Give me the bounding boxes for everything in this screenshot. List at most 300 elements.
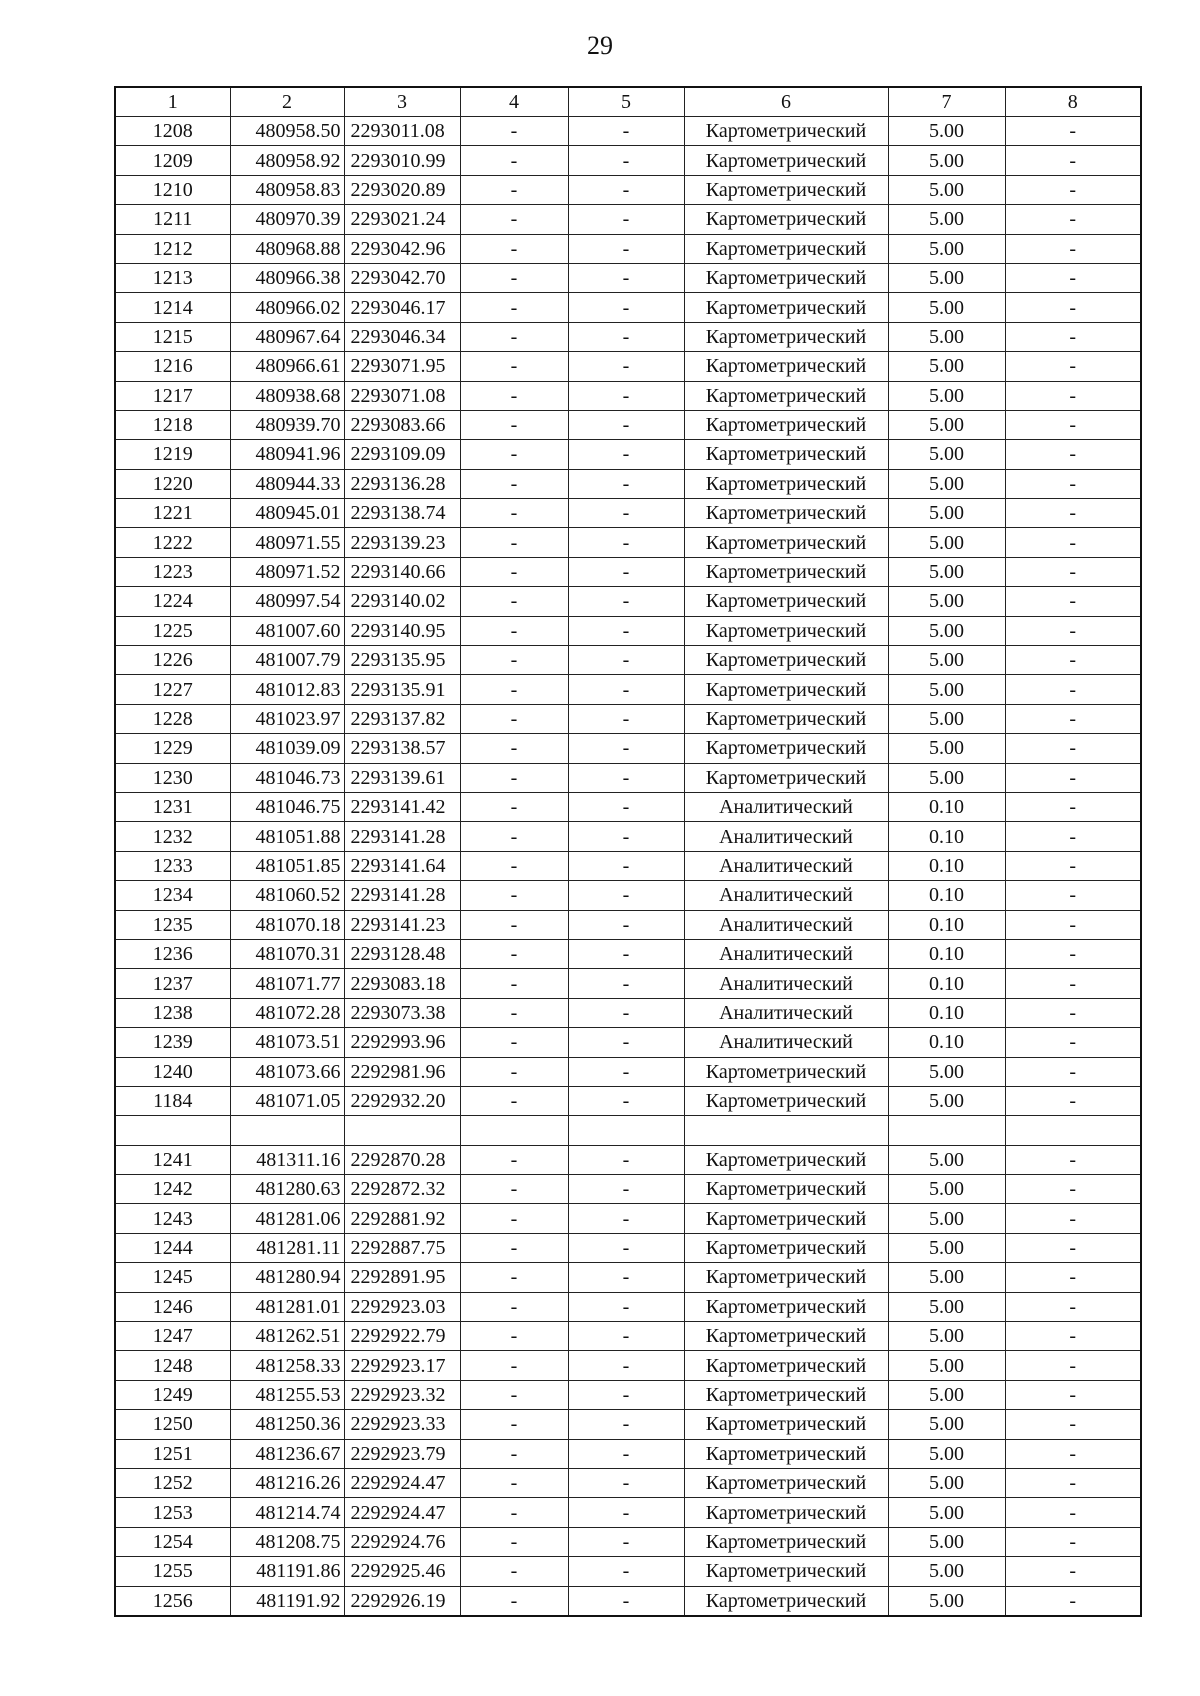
- column-8-cell: -: [1005, 969, 1141, 998]
- method-cell: Картометрический: [684, 469, 888, 498]
- x-coordinate-cell: 481250.36: [230, 1410, 344, 1439]
- column-4-cell: -: [460, 646, 568, 675]
- column-8-cell: -: [1005, 322, 1141, 351]
- point-number-cell: 1229: [115, 734, 230, 763]
- x-coordinate-cell: 481060.52: [230, 881, 344, 910]
- table-row: [115, 910, 1141, 939]
- y-coordinate-cell: [344, 1116, 460, 1145]
- column-5-cell: -: [568, 1557, 684, 1586]
- column-5-cell: -: [568, 557, 684, 586]
- point-number-cell: 1230: [115, 763, 230, 792]
- y-coordinate-cell: 2292926.19: [344, 1586, 460, 1616]
- x-coordinate-cell: 481281.06: [230, 1204, 344, 1233]
- x-coordinate-cell: 481046.73: [230, 763, 344, 792]
- table-row: [115, 1175, 1141, 1204]
- x-coordinate-cell: 480970.39: [230, 205, 344, 234]
- y-coordinate-cell: 2292923.03: [344, 1292, 460, 1321]
- column-4-cell: -: [460, 381, 568, 410]
- column-4-cell: -: [460, 1468, 568, 1497]
- accuracy-cell: 0.10: [888, 1028, 1005, 1057]
- table-row: [115, 1439, 1141, 1468]
- x-coordinate-cell: 480939.70: [230, 410, 344, 439]
- y-coordinate-cell: 2293046.34: [344, 322, 460, 351]
- accuracy-cell: 5.00: [888, 1145, 1005, 1174]
- column-4-cell: -: [460, 998, 568, 1027]
- accuracy-cell: 5.00: [888, 763, 1005, 792]
- column-8-cell: -: [1005, 881, 1141, 910]
- table-row: [115, 734, 1141, 763]
- accuracy-cell: 5.00: [888, 1527, 1005, 1556]
- column-8-cell: -: [1005, 205, 1141, 234]
- column-8-cell: -: [1005, 293, 1141, 322]
- table-row: [115, 1468, 1141, 1497]
- x-coordinate-cell: 481070.31: [230, 939, 344, 968]
- column-4-cell: -: [460, 792, 568, 821]
- table-row: [115, 440, 1141, 469]
- column-4-cell: -: [460, 469, 568, 498]
- accuracy-cell: [888, 1116, 1005, 1145]
- column-5-cell: -: [568, 734, 684, 763]
- method-cell: Картометрический: [684, 675, 888, 704]
- column-4-cell: -: [460, 175, 568, 204]
- column-5-cell: -: [568, 1410, 684, 1439]
- x-coordinate-cell: 481051.88: [230, 822, 344, 851]
- point-number-cell: 1227: [115, 675, 230, 704]
- accuracy-cell: 5.00: [888, 1057, 1005, 1086]
- point-number-cell: 1211: [115, 205, 230, 234]
- table-row: [115, 1527, 1141, 1556]
- accuracy-cell: 5.00: [888, 205, 1005, 234]
- column-4-cell: -: [460, 587, 568, 616]
- column-5-cell: -: [568, 1439, 684, 1468]
- x-coordinate-cell: 480997.54: [230, 587, 344, 616]
- accuracy-cell: 5.00: [888, 616, 1005, 645]
- x-coordinate-cell: 480945.01: [230, 499, 344, 528]
- accuracy-cell: 5.00: [888, 440, 1005, 469]
- column-8-cell: -: [1005, 1175, 1141, 1204]
- table-row: [115, 763, 1141, 792]
- column-4-cell: -: [460, 1380, 568, 1409]
- column-5-cell: -: [568, 939, 684, 968]
- column-8-cell: -: [1005, 381, 1141, 410]
- column-5-cell: -: [568, 1498, 684, 1527]
- column-8-cell: -: [1005, 1439, 1141, 1468]
- x-coordinate-cell: 480968.88: [230, 234, 344, 263]
- column-5-cell: -: [568, 469, 684, 498]
- column-8-cell: -: [1005, 822, 1141, 851]
- table-row: [115, 322, 1141, 351]
- method-cell: Картометрический: [684, 1263, 888, 1292]
- point-number-cell: 1254: [115, 1527, 230, 1556]
- method-cell: Аналитический: [684, 851, 888, 880]
- point-number-cell: 1239: [115, 1028, 230, 1057]
- column-8-cell: -: [1005, 1527, 1141, 1556]
- column-5-cell: -: [568, 969, 684, 998]
- table-row: [115, 117, 1141, 146]
- column-4-cell: -: [460, 1557, 568, 1586]
- column-4-cell: -: [460, 1175, 568, 1204]
- y-coordinate-cell: 2292891.95: [344, 1263, 460, 1292]
- method-cell: Картометрический: [684, 704, 888, 733]
- table-row: [115, 1410, 1141, 1439]
- y-coordinate-cell: 2293083.18: [344, 969, 460, 998]
- coordinates-table: [114, 86, 1142, 1617]
- point-number-cell: 1243: [115, 1204, 230, 1233]
- column-5-cell: -: [568, 1263, 684, 1292]
- point-number-cell: 1235: [115, 910, 230, 939]
- column-4-cell: -: [460, 1410, 568, 1439]
- point-number-cell: 1251: [115, 1439, 230, 1468]
- column-4-cell: -: [460, 1145, 568, 1174]
- accuracy-cell: 0.10: [888, 969, 1005, 998]
- table-row: [115, 969, 1141, 998]
- column-8-cell: -: [1005, 117, 1141, 146]
- table-row: [115, 1145, 1141, 1174]
- method-cell: Картометрический: [684, 1086, 888, 1115]
- x-coordinate-cell: 481046.75: [230, 792, 344, 821]
- column-5-cell: -: [568, 205, 684, 234]
- x-coordinate-cell: 481262.51: [230, 1322, 344, 1351]
- table-row: [115, 939, 1141, 968]
- point-number-cell: 1232: [115, 822, 230, 851]
- x-coordinate-cell: 481012.83: [230, 675, 344, 704]
- point-number-cell: 1184: [115, 1086, 230, 1115]
- y-coordinate-cell: 2292924.47: [344, 1498, 460, 1527]
- column-8-cell: -: [1005, 1204, 1141, 1233]
- point-number-cell: 1222: [115, 528, 230, 557]
- table-row: [115, 352, 1141, 381]
- page-number: 29: [587, 31, 613, 60]
- method-cell: Картометрический: [684, 1204, 888, 1233]
- column-5-cell: -: [568, 352, 684, 381]
- x-coordinate-cell: 481007.60: [230, 616, 344, 645]
- y-coordinate-cell: 2293021.24: [344, 205, 460, 234]
- column-5-cell: -: [568, 881, 684, 910]
- column-header: 6: [684, 87, 888, 117]
- method-cell: Аналитический: [684, 1028, 888, 1057]
- point-number-cell: 1245: [115, 1263, 230, 1292]
- method-cell: Аналитический: [684, 969, 888, 998]
- method-cell: Картометрический: [684, 381, 888, 410]
- column-5-cell: -: [568, 675, 684, 704]
- table-row: [115, 646, 1141, 675]
- column-header: 3: [344, 87, 460, 117]
- method-cell: Картометрический: [684, 440, 888, 469]
- column-4-cell: -: [460, 616, 568, 645]
- column-8-cell: -: [1005, 410, 1141, 439]
- accuracy-cell: 5.00: [888, 117, 1005, 146]
- method-cell: Картометрический: [684, 1527, 888, 1556]
- column-4-cell: -: [460, 881, 568, 910]
- method-cell: Картометрический: [684, 1351, 888, 1380]
- table-row: [115, 1292, 1141, 1321]
- table-row: [115, 881, 1141, 910]
- column-4-cell: -: [460, 1263, 568, 1292]
- method-cell: Картометрический: [684, 763, 888, 792]
- column-4-cell: -: [460, 499, 568, 528]
- y-coordinate-cell: 2293138.74: [344, 499, 460, 528]
- column-4-cell: -: [460, 1028, 568, 1057]
- column-5-cell: -: [568, 1086, 684, 1115]
- point-number-cell: 1210: [115, 175, 230, 204]
- method-cell: Картометрический: [684, 557, 888, 586]
- column-4-cell: -: [460, 822, 568, 851]
- method-cell: Картометрический: [684, 1557, 888, 1586]
- column-5-cell: -: [568, 322, 684, 351]
- y-coordinate-cell: 2292923.32: [344, 1380, 460, 1409]
- table-row: [115, 998, 1141, 1027]
- method-cell: Аналитический: [684, 881, 888, 910]
- accuracy-cell: 5.00: [888, 1263, 1005, 1292]
- method-cell: Картометрический: [684, 528, 888, 557]
- column-5-cell: -: [568, 1527, 684, 1556]
- method-cell: Картометрический: [684, 1498, 888, 1527]
- x-coordinate-cell: 481039.09: [230, 734, 344, 763]
- accuracy-cell: 0.10: [888, 998, 1005, 1027]
- y-coordinate-cell: 2293141.64: [344, 851, 460, 880]
- x-coordinate-cell: 480958.92: [230, 146, 344, 175]
- method-cell: Картометрический: [684, 1057, 888, 1086]
- column-4-cell: -: [460, 293, 568, 322]
- y-coordinate-cell: 2293073.38: [344, 998, 460, 1027]
- column-8-cell: -: [1005, 499, 1141, 528]
- x-coordinate-cell: 480971.52: [230, 557, 344, 586]
- column-4-cell: -: [460, 410, 568, 439]
- point-number-cell: 1247: [115, 1322, 230, 1351]
- accuracy-cell: 5.00: [888, 1468, 1005, 1497]
- column-8-cell: -: [1005, 704, 1141, 733]
- x-coordinate-cell: [230, 1116, 344, 1145]
- column-4-cell: -: [460, 1498, 568, 1527]
- column-5-cell: -: [568, 1204, 684, 1233]
- column-5-cell: -: [568, 1586, 684, 1616]
- x-coordinate-cell: 480966.61: [230, 352, 344, 381]
- column-5-cell: -: [568, 440, 684, 469]
- column-5-cell: -: [568, 646, 684, 675]
- accuracy-cell: 5.00: [888, 322, 1005, 351]
- method-cell: Картометрический: [684, 352, 888, 381]
- table-row: [115, 704, 1141, 733]
- column-8-cell: -: [1005, 998, 1141, 1027]
- accuracy-cell: 5.00: [888, 381, 1005, 410]
- y-coordinate-cell: 2292923.17: [344, 1351, 460, 1380]
- method-cell: Картометрический: [684, 1292, 888, 1321]
- column-8-cell: -: [1005, 557, 1141, 586]
- column-5-cell: -: [568, 175, 684, 204]
- y-coordinate-cell: 2293137.82: [344, 704, 460, 733]
- column-8-cell: -: [1005, 1410, 1141, 1439]
- method-cell: Картометрический: [684, 1439, 888, 1468]
- accuracy-cell: 5.00: [888, 1175, 1005, 1204]
- point-number-cell: 1220: [115, 469, 230, 498]
- column-8-cell: -: [1005, 1557, 1141, 1586]
- column-5-cell: -: [568, 704, 684, 733]
- method-cell: Картометрический: [684, 293, 888, 322]
- point-number-cell: 1240: [115, 1057, 230, 1086]
- accuracy-cell: 5.00: [888, 1410, 1005, 1439]
- point-number-cell: 1224: [115, 587, 230, 616]
- table-row: [115, 1380, 1141, 1409]
- x-coordinate-cell: 480966.38: [230, 263, 344, 292]
- accuracy-cell: 5.00: [888, 734, 1005, 763]
- method-cell: Картометрический: [684, 587, 888, 616]
- y-coordinate-cell: 2293020.89: [344, 175, 460, 204]
- column-8-cell: [1005, 1116, 1141, 1145]
- point-number-cell: 1236: [115, 939, 230, 968]
- x-coordinate-cell: 481214.74: [230, 1498, 344, 1527]
- column-header: 7: [888, 87, 1005, 117]
- y-coordinate-cell: 2292922.79: [344, 1322, 460, 1351]
- method-cell: Картометрический: [684, 234, 888, 263]
- accuracy-cell: 5.00: [888, 469, 1005, 498]
- accuracy-cell: 5.00: [888, 352, 1005, 381]
- column-8-cell: -: [1005, 1322, 1141, 1351]
- column-header: 4: [460, 87, 568, 117]
- column-8-cell: -: [1005, 440, 1141, 469]
- point-number-cell: 1217: [115, 381, 230, 410]
- x-coordinate-cell: 481280.94: [230, 1263, 344, 1292]
- column-5-cell: -: [568, 263, 684, 292]
- table-row: [115, 822, 1141, 851]
- y-coordinate-cell: 2293139.61: [344, 763, 460, 792]
- column-8-cell: -: [1005, 234, 1141, 263]
- accuracy-cell: 5.00: [888, 1498, 1005, 1527]
- point-number-cell: 1253: [115, 1498, 230, 1527]
- method-cell: Аналитический: [684, 792, 888, 821]
- y-coordinate-cell: 2292887.75: [344, 1233, 460, 1262]
- table-row: [115, 1233, 1141, 1262]
- column-8-cell: -: [1005, 1263, 1141, 1292]
- point-number-cell: 1213: [115, 263, 230, 292]
- column-5-cell: -: [568, 1175, 684, 1204]
- table-row: [115, 1057, 1141, 1086]
- column-5-cell: -: [568, 499, 684, 528]
- x-coordinate-cell: 481071.05: [230, 1086, 344, 1115]
- accuracy-cell: 5.00: [888, 1322, 1005, 1351]
- method-cell: Аналитический: [684, 822, 888, 851]
- y-coordinate-cell: 2293140.02: [344, 587, 460, 616]
- point-number-cell: 1223: [115, 557, 230, 586]
- point-number-cell: 1212: [115, 234, 230, 263]
- method-cell: Аналитический: [684, 998, 888, 1027]
- accuracy-cell: 5.00: [888, 1380, 1005, 1409]
- accuracy-cell: 5.00: [888, 1086, 1005, 1115]
- point-number-cell: 1216: [115, 352, 230, 381]
- column-4-cell: -: [460, 322, 568, 351]
- x-coordinate-cell: 480944.33: [230, 469, 344, 498]
- column-4-cell: -: [460, 263, 568, 292]
- column-5-cell: -: [568, 616, 684, 645]
- column-4-cell: -: [460, 910, 568, 939]
- x-coordinate-cell: 481071.77: [230, 969, 344, 998]
- table-row: [115, 293, 1141, 322]
- x-coordinate-cell: 480966.02: [230, 293, 344, 322]
- y-coordinate-cell: 2293042.70: [344, 263, 460, 292]
- column-header: 1: [115, 87, 230, 117]
- table-row: [115, 1086, 1141, 1115]
- point-number-cell: 1241: [115, 1145, 230, 1174]
- accuracy-cell: 0.10: [888, 939, 1005, 968]
- point-number-cell: 1238: [115, 998, 230, 1027]
- point-number-cell: 1208: [115, 117, 230, 146]
- column-8-cell: -: [1005, 469, 1141, 498]
- table-row: [115, 263, 1141, 292]
- column-5-cell: -: [568, 1351, 684, 1380]
- column-4-cell: -: [460, 1322, 568, 1351]
- point-number-cell: 1209: [115, 146, 230, 175]
- y-coordinate-cell: 2293136.28: [344, 469, 460, 498]
- column-5-cell: -: [568, 1145, 684, 1174]
- point-number-cell: 1228: [115, 704, 230, 733]
- y-coordinate-cell: 2293141.28: [344, 822, 460, 851]
- y-coordinate-cell: 2293135.95: [344, 646, 460, 675]
- accuracy-cell: 5.00: [888, 175, 1005, 204]
- column-5-cell: -: [568, 1057, 684, 1086]
- x-coordinate-cell: 480941.96: [230, 440, 344, 469]
- table-row: [115, 1586, 1141, 1616]
- column-5-cell: -: [568, 1292, 684, 1321]
- point-number-cell: [115, 1116, 230, 1145]
- method-cell: Картометрический: [684, 1145, 888, 1174]
- column-4-cell: -: [460, 1233, 568, 1262]
- table-row: [115, 499, 1141, 528]
- point-number-cell: 1215: [115, 322, 230, 351]
- table-row: [115, 469, 1141, 498]
- x-coordinate-cell: 481281.11: [230, 1233, 344, 1262]
- x-coordinate-cell: 481216.26: [230, 1468, 344, 1497]
- y-coordinate-cell: 2293083.66: [344, 410, 460, 439]
- column-5-cell: -: [568, 234, 684, 263]
- y-coordinate-cell: 2292993.96: [344, 1028, 460, 1057]
- column-header: 8: [1005, 87, 1141, 117]
- table-row: [115, 1028, 1141, 1057]
- table-row: [115, 557, 1141, 586]
- column-4-cell: -: [460, 851, 568, 880]
- column-4-cell: [460, 1116, 568, 1145]
- accuracy-cell: 0.10: [888, 851, 1005, 880]
- point-number-cell: 1234: [115, 881, 230, 910]
- column-5-cell: -: [568, 1233, 684, 1262]
- column-4-cell: -: [460, 1292, 568, 1321]
- point-number-cell: 1252: [115, 1468, 230, 1497]
- y-coordinate-cell: 2293128.48: [344, 939, 460, 968]
- column-8-cell: -: [1005, 792, 1141, 821]
- column-8-cell: -: [1005, 1057, 1141, 1086]
- column-5-cell: -: [568, 792, 684, 821]
- accuracy-cell: 5.00: [888, 1439, 1005, 1468]
- accuracy-cell: 0.10: [888, 822, 1005, 851]
- y-coordinate-cell: 2292925.46: [344, 1557, 460, 1586]
- method-cell: [684, 1116, 888, 1145]
- method-cell: Картометрический: [684, 734, 888, 763]
- column-8-cell: -: [1005, 939, 1141, 968]
- column-8-cell: -: [1005, 587, 1141, 616]
- table-row: [115, 1351, 1141, 1380]
- column-4-cell: -: [460, 734, 568, 763]
- table-row: [115, 1498, 1141, 1527]
- accuracy-cell: 5.00: [888, 587, 1005, 616]
- point-number-cell: 1249: [115, 1380, 230, 1409]
- x-coordinate-cell: 480958.50: [230, 117, 344, 146]
- table-row: [115, 587, 1141, 616]
- y-coordinate-cell: 2293010.99: [344, 146, 460, 175]
- y-coordinate-cell: 2292881.92: [344, 1204, 460, 1233]
- y-coordinate-cell: 2292932.20: [344, 1086, 460, 1115]
- column-8-cell: -: [1005, 146, 1141, 175]
- point-number-cell: 1221: [115, 499, 230, 528]
- x-coordinate-cell: 481191.86: [230, 1557, 344, 1586]
- accuracy-cell: 5.00: [888, 704, 1005, 733]
